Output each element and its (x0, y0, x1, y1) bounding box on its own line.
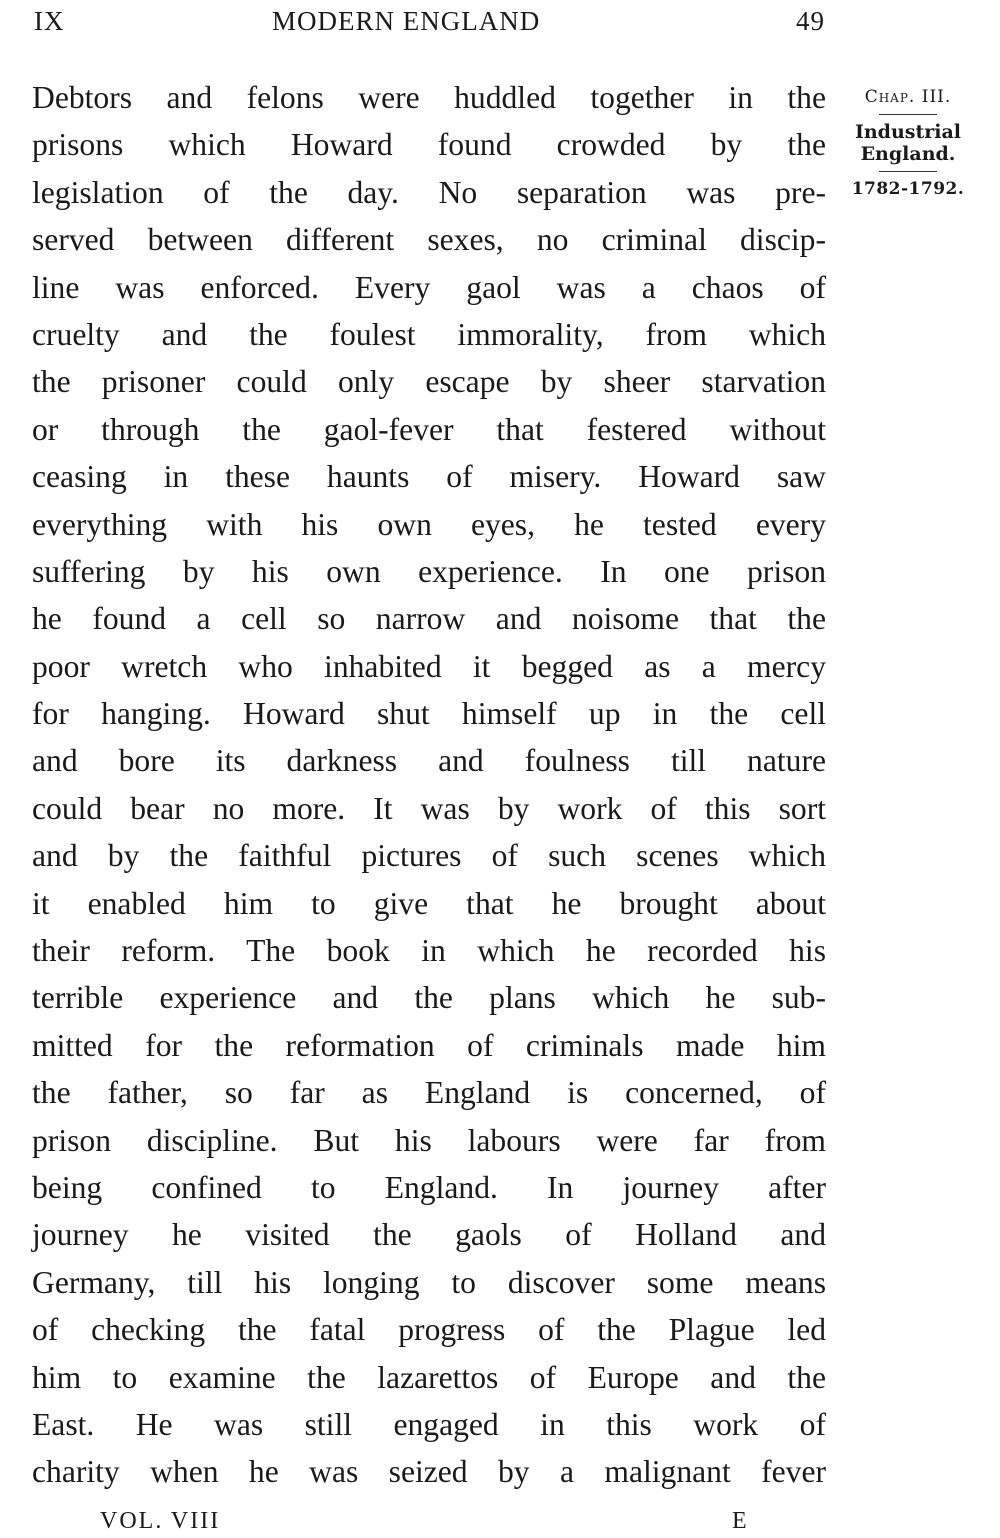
footer-signature-line (0, 1508, 1000, 1538)
text-line: Germany, till his longing to discover some means (32, 1264, 826, 1300)
text-line: it enabled him to give that he brought about (32, 885, 826, 921)
side-note-dates: 1782-1792. (851, 179, 965, 199)
text-line: their reform. The book in which he recorded his (32, 933, 826, 969)
text-line: East. He was still engaged in this work of (32, 1406, 826, 1442)
text-line: for hanging. Howard shut himself up in the cell (32, 696, 826, 732)
body-text (32, 74, 826, 1496)
text-line: prisons which Howard found crowded by the (32, 127, 826, 163)
text-line: being confined to England. In journey after (32, 1169, 826, 1205)
header-chapter-numeral: IX (34, 6, 65, 36)
text-line: and by the faithful pictures of such scenes which (32, 838, 826, 874)
text-line: cruelty and the foulest immorality, from which (32, 316, 826, 352)
text-line: everything with his own eyes, he tested every (32, 506, 826, 542)
running-header (0, 4, 1000, 44)
text-line: or through the gaol-fever that festered without (32, 411, 826, 447)
header-page-number: 49 (796, 6, 825, 36)
side-note-divider (879, 171, 937, 172)
text-line: line was enforced. Every gaol was a chaos of (32, 269, 826, 305)
header-title: MODERN ENGLAND (272, 6, 541, 36)
text-line: poor wretch who inhabited it begged as a mercy (32, 648, 826, 684)
text-line: and bore its darkness and foulness till nature (32, 743, 826, 779)
text-line: suffering by his own experience. In one prison (32, 553, 826, 589)
text-line: served between different sexes, no criminal discip- (32, 222, 826, 258)
text-line: mitted for the reformation of criminals made him (32, 1027, 826, 1063)
text-line: could bear no more. It was by work of this sort (32, 790, 826, 826)
text-line: Debtors and felons were huddled together in the (32, 80, 826, 115)
text-line: journey he visited the gaols of Holland and (32, 1217, 826, 1253)
text-line: the prisoner could only escape by sheer starvation (32, 364, 826, 400)
footer-volume: VOL. VIII (100, 1508, 221, 1534)
text-line: of checking the fatal progress of the Plague led (32, 1312, 826, 1348)
text-line: prison discipline. But his labours were far from (32, 1122, 826, 1158)
side-note-topic-line-2: England. (860, 143, 956, 165)
text-line: charity when he was seized by a malignant fever (32, 1454, 826, 1490)
footer-signature-mark: E (732, 1508, 749, 1534)
text-line: ceasing in these haunts of misery. Howard saw (32, 459, 826, 495)
text-line: he found a cell so narrow and noisome that the (32, 601, 826, 637)
side-note-topic-line-1: Industrial (854, 121, 962, 143)
side-note-divider (879, 114, 937, 115)
side-note (842, 86, 974, 200)
text-line: him to examine the lazarettos of Europe and the (32, 1359, 826, 1395)
text-line: terrible experience and the plans which he sub- (32, 980, 826, 1016)
text-line: the father, so far as England is concerned, of (32, 1075, 826, 1111)
side-note-chapter: Chap. III. (864, 87, 952, 107)
text-line: legislation of the day. No separation was pre- (32, 174, 826, 210)
